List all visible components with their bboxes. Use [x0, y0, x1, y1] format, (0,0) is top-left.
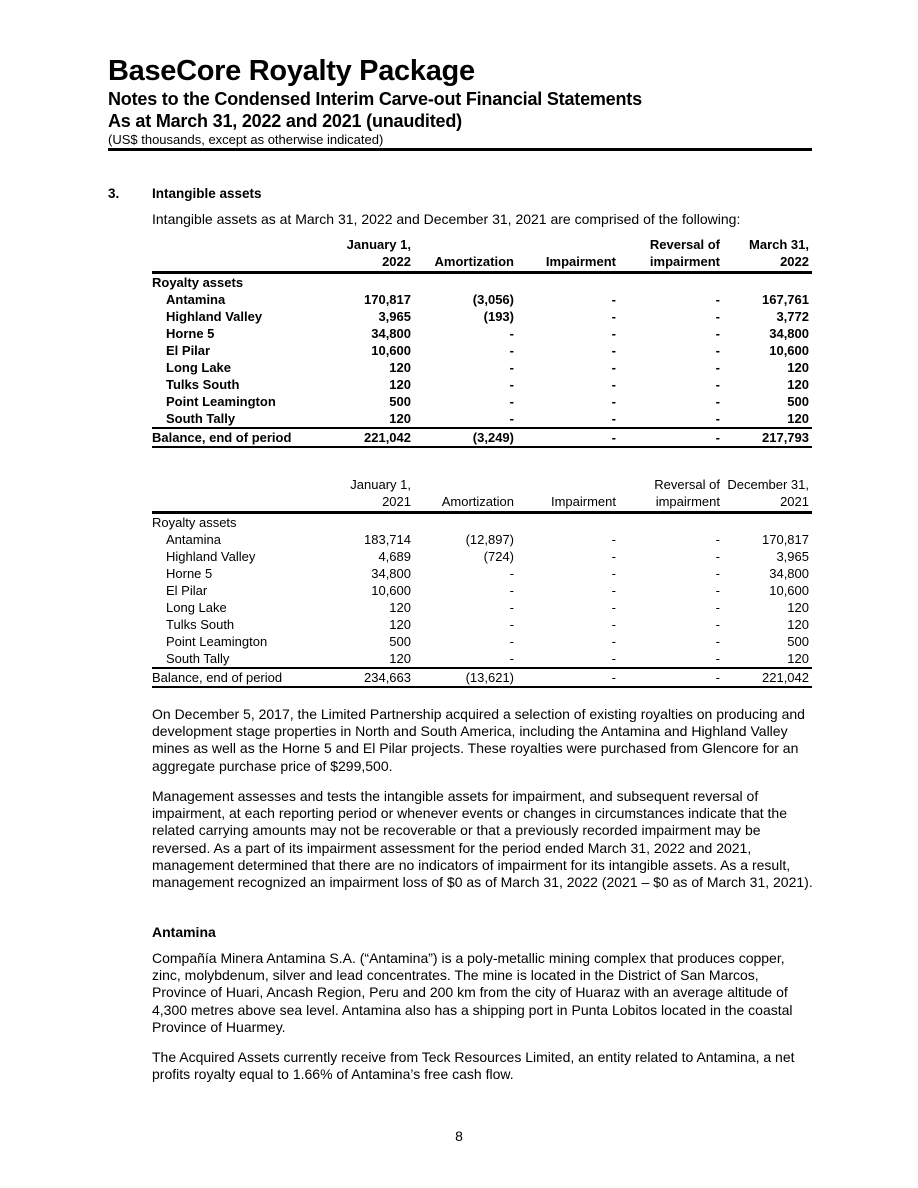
table-header-row	[152, 236, 812, 273]
intangible-assets-table-2021	[152, 476, 812, 688]
group-label: Royalty assets	[152, 515, 237, 530]
table-row: Tulks South 120 - - - 120	[166, 617, 809, 632]
document-title: BaseCore Royalty Package	[108, 55, 475, 87]
table-row: Horne 5 34,800 - - - 34,800	[166, 566, 809, 581]
total-row: Balance, end of period 221,042 (3,249) - - 217,793	[152, 428, 812, 447]
table-row: Antamina 183,714 (12,897) - - 170,817	[166, 532, 809, 547]
group-label-row	[152, 513, 812, 532]
section-number: 3.	[108, 186, 120, 201]
page-number: 8	[455, 1128, 463, 1144]
table-row: Long Lake 120 - - - 120	[166, 360, 809, 375]
column-header-reversal: Reversal of impairment	[620, 476, 724, 513]
column-header-closing: March 31, 2022	[724, 236, 812, 273]
column-header-reversal: Reversal of impairment	[620, 236, 724, 273]
column-header-impairment: Impairment	[518, 476, 620, 513]
section-intro: Intangible assets as at March 31, 2022 and December 31, 2021 are comprised of the following:	[152, 211, 741, 227]
table-row: Point Leamington 500 - - - 500	[166, 634, 809, 649]
table-header-row	[152, 476, 812, 513]
table-row: El Pilar 10,600 - - - 10,600	[166, 583, 809, 598]
table-row: Highland Valley 3,965 (193) - - 3,772	[166, 309, 809, 324]
table-row: Horne 5 34,800 - - - 34,800	[166, 326, 809, 341]
group-label-row	[152, 273, 812, 292]
document-header	[108, 54, 812, 147]
group-label: Royalty assets	[152, 275, 244, 290]
antamina-description: Compañía Minera Antamina S.A. (“Antamina”) is a poly-metallic mining complex that produces copper, zinc, molybdenum, silver and lead concentrates. The mine is located in the District of San Marcos, Province of Huari, Ancash Region, Peru and 200 km from the city of Huaraz with an average altitude of 4,300 metres above sea level. Antamina also has a shipping port in Punta Lobitos located in the coastal Province of Huarmey.	[152, 950, 793, 1035]
total-row: Balance, end of period 234,663 (13,621) - - 221,042	[152, 668, 812, 687]
table-row: South Tally 120 - - - 120	[166, 411, 809, 426]
header-divider	[108, 148, 812, 151]
table-row: El Pilar 10,600 - - - 10,600	[166, 343, 809, 358]
table-row: Long Lake 120 - - - 120	[166, 600, 809, 615]
column-header-impairment: Impairment	[518, 236, 620, 273]
column-header-opening: January 1, 2021	[341, 476, 414, 513]
column-header-closing: December 31, 2021	[724, 476, 812, 513]
table-row: Antamina 170,817 (3,056) - - 167,761	[166, 292, 809, 307]
document-subtitle: Notes to the Condensed Interim Carve-out Financial Statements	[108, 89, 642, 109]
table-row: South Tally 120 - - - 120	[166, 651, 809, 666]
column-header-opening: January 1, 2022	[341, 236, 414, 273]
column-header-amortization: Amortization	[414, 236, 518, 273]
antamina-royalty-paragraph: The Acquired Assets currently receive from Teck Resources Limited, an entity related to Antamina, a net profits royalty equal to 1.66% of Antamina’s free cash flow.	[152, 1049, 795, 1083]
acquisition-paragraph: On December 5, 2017, the Limited Partnership acquired a selection of existing royalties on producing and development stage properties in North and South America, including the Antamina and Highland Valley mines as well as the Horne 5 and El Pilar projects. These royalties were purchased from Glencore for an aggregate purchase price of $299,500.	[152, 706, 805, 774]
intangible-assets-table-2022	[152, 236, 812, 448]
column-header-asset	[152, 476, 341, 513]
column-header-amortization: Amortization	[414, 476, 518, 513]
impairment-paragraph: Management assesses and tests the intangible assets for impairment, and subsequent reversal of impairment, at each reporting period or whenever events or changes in circumstances indicate that the related carrying amounts may not be recoverable or that a previously recorded impairment may be reversed. As a part of its impairment assessment for the period ended March 31, 2022 and 2021, management determined that there are no indicators of impairment for its intangible assets. As a result, management recognized an impairment loss of $0 as of March 31, 2022 (2021 – $0 as of March 31, 2021).	[152, 788, 813, 891]
table-row: Highland Valley 4,689 (724) - - 3,965	[166, 549, 809, 564]
column-header-asset	[152, 236, 341, 273]
table-row: Tulks South 120 - - - 120	[166, 377, 809, 392]
section-title: Intangible assets	[152, 186, 262, 201]
table-row: Point Leamington 500 - - - 500	[166, 394, 809, 409]
units-note: (US$ thousands, except as otherwise indicated)	[108, 132, 384, 147]
document-date-line: As at March 31, 2022 and 2021 (unaudited)	[108, 111, 462, 131]
antamina-heading: Antamina	[152, 924, 216, 940]
